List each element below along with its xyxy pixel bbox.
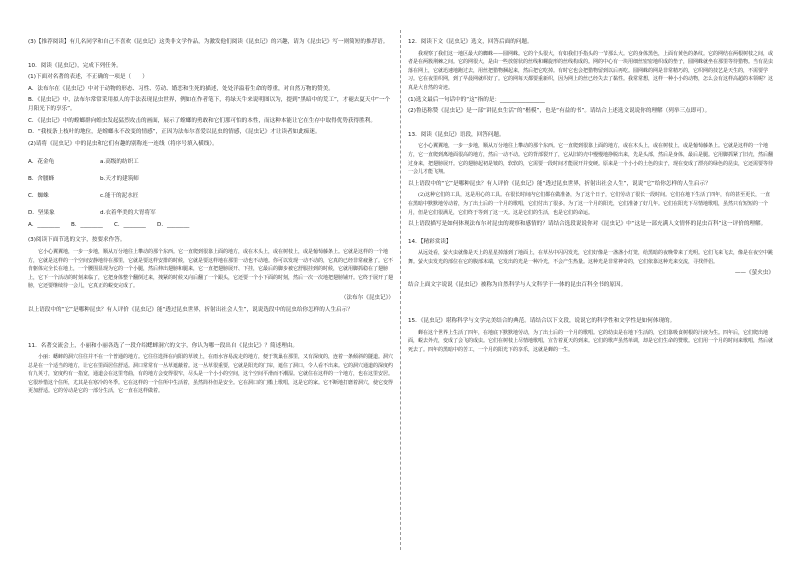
- column-divider: [400, 30, 401, 550]
- match-nickname: b.天才的建筑师: [100, 176, 139, 183]
- question-10-3: (3)阅读下面节选的文字，按要求作答。: [28, 237, 126, 244]
- left-column: [28, 38, 394, 540]
- question-15: 15．《昆虫记》堪称科学与文学完美结合的典范。请结合以下文段，说说它的科学性和文学性是如何体现的。: [408, 318, 676, 325]
- question-13-1: 以上语段中的“它”是哪种昆虫？有人评价《昆虫记》能“透过昆虫世界，折射出社会人生”，说说“它”给你怎样的人生启示？: [408, 180, 711, 187]
- match-insect: A．花金龟: [28, 159, 55, 166]
- option-c: C．《昆虫记》中的螳螂群向蝗虫发起猛烈攻击的画面，展示了螳螂的勇敢和它们那可怕的本性，而这种本能让它在生存中取得优势获得胜利。: [28, 117, 376, 124]
- option-b: B．《昆虫记》中，法布尔常常采用拟人的手法表现昆虫世界，例如在作者笔下，将绿天牛来说明图以为，提到“黑暗中的荒工”，才褪去夏天中“一个月阳光下的享乐”。: [28, 97, 391, 112]
- question-11: 11．名著交流会上，小丽和小丽各选了一段介绍蟋蟀洞穴的文字，你认为哪一段出自《昆虫记》？简述理由。: [28, 342, 299, 349]
- question-12-2: (2)鲁迅称赞《昆虫记》是一部“讲昆虫生活”的“楷模”，也是“有益的书”。请结合上述选文说说你的理解（列举三点即可）。: [408, 108, 711, 115]
- excerpt-source: （法布尔《昆虫记》）: [340, 294, 394, 301]
- question-13: 13．阅读《昆虫记》语段，回答问题。: [408, 131, 505, 138]
- question-11-text: 小丽：蟋蟀的洞穴往往并不在一个普通的地方。它往往选择在向阳的草坡上，在雨水容易流走的地方，便于筑巢在那里，又有深度的，连着一条倾斜的隧道。洞穴总是在一个适当的地方，让它在里面居住舒适。洞口常常有一丛草遮蔽着。这一丛草很重要，它就是阳光的门帘，遮住了洞口，令人看不出来。它的洞穴通道的深度约有九英寸，宽度约有一指宽，通道会在这里弯曲，有的地方会变得很窄，尽头是一个小小的空间，这个空间平滑而不潮湿。它就住在这样的一个地方，也在这里安居。它很珍惜这个住所，尤其是在寒冷的冬季。它在这样的一个住所中生活着，虽然简朴但是安全。它在洞口的门槛上歌唱，这是它的家。它不断地打磨着洞穴，使它变得更加舒适。它的劳动是它的一部分生活，它一直在这样做着。: [28, 354, 394, 395]
- question-14-text: 从远处看，萤火虫就像是天上的星星掉落到了地面上，在草丛中闪闪发光，它们好像是一盏盏小灯笼，给黑暗的夜晚带来了光明。它们飞来飞去，像是在夜空中跳舞。萤火虫发光的部位在它的腹部末端，它发出的光是一种冷光，不会产生热量。这种光是非常神奇的，它们依靠这种光来交流，寻找伴侣。: [408, 250, 774, 265]
- question-10-2: (2)请将《昆虫记》中的昆虫和它们有趣的别称连一连线（将序号填入横线）。: [28, 140, 218, 147]
- match-insect: D．坚果象: [28, 210, 55, 217]
- question-10-title: 10．阅读《昆虫记》，完成下列任务。: [28, 62, 122, 69]
- question-13-text-1: 它小心翼翼地，一步一步地，顺从万分地往上攀动的那个东西。它一直爬到很靠上面的地方，或在木头上，或在树枝上，或是葡萄藤条上。它就是这样的一个地方，它一直爬到离地面很高的地方，然后一动不动。它的背部裂开了，它从旧的壳中慢慢地挣脱出来，先是头部，然后是身体，最后是腿。它用脚抓紧了旧壳，然后翻过身来，把翅膀展开。它的翅膀起初是皱的，软软的，它需要一段时间才能展开并变硬。原来是一个小小的土色的虫子，现在变成了漂亮的绿色的昆虫，它还需要等待一会儿才能飞翔。: [408, 143, 774, 176]
- match-row: [28, 174, 394, 185]
- question-12-text: 我观察了我们这一地区最大的蜘蛛——圆网蛛。它的个头很大，有如我们手指头的一节那么大。它的身体黑色，上面有黄色的条纹。它的网结在两根树枝之间，或者是在两簇荆棘之间。它的网很大，是由一些放射状的丝线和螺旋形的丝线构成的。网的中心有一块用细丝密密地织成的垫子，圆网蛛就坐在那里等待猎物。当有昆虫落在网上，它就迅速地跑过去，用丝把猎物捆起来，然后把它吃掉。有时它也会把猎物留到以后再吃。圆网蛛的网是非常精巧的，它织网的技艺是天生的，不需要学习。它在夜里织网，到了早晨网就织好了。它的网每天都要重新织，因为网上的丝已经失去了黏性。我常常想，这样一种小小的动物，怎么会有这样高超的本领呢？这真是大自然的奇迹。: [408, 50, 774, 91]
- match-nickname: d.衣着华美的大胃将军: [100, 210, 156, 217]
- match-nickname: c.能干的泥水匠: [100, 193, 139, 200]
- match-row: [28, 157, 394, 168]
- question-14-prompt: 结合上面文字说说《昆虫记》被称为自然科学与人文科学于一体的昆虫百科全书的原因。: [408, 282, 627, 289]
- question-12-1: (1)选文最后一句话中的“这”指的是：________________: [408, 96, 545, 103]
- match-insect: B．舍腰蜂: [28, 176, 55, 183]
- question-14-source: ——《萤火虫》: [734, 270, 774, 277]
- question-3-recommend: (3)【推荐阅读】有几名同学和自己不喜欢《昆虫记》这类非文学作品，为激发他们阅读《昆虫记》的兴趣，请为《昆虫记》写一则简短的推荐语。: [28, 39, 389, 45]
- answer-blanks[interactable]: A．________ B．________ C．________ D．________: [28, 222, 190, 229]
- question-13-text-2: (2)这种它们的工具，这是用心的工具。在很长时间内它们都在做准备，为了这个日子，它们劳动了很长一段时间。它们在地下生活了四年，有的甚至更长，一直在黑暗中默默地劳动着，为了出土后的一个月的歌唱，它们付出了很多。为了这一个月的阳光，它们准备了好几年。它们在阳光下尽情地歌唱，虽然只有短短的一个月，但是它们很满足，它们终于等到了这一天。这是它们的生活，也是它们的命运。: [408, 192, 771, 216]
- match-nickname: a.高级的纺织工: [100, 159, 139, 166]
- question-15-text: 蝉在这个世界上生活了四年，在地底下默默地劳动，为了出土后的一个月的歌唱。它的幼虫是在地下生活的，它们靠吸食树根的汁液为生。四年后，它们爬出地面，蜕去外壳，变成了会飞的成虫。它们在树枝上尽情地歌唱，宣告着夏天的到来。它们的歌声虽然单调，却是它们生命的赞歌。它们用一个月的时间来歌唱，然后就死去了。四年的黑暗中的苦工，一个月的阳光下的享乐，这就是蝉的一生。: [408, 329, 774, 353]
- match-row: [28, 191, 394, 202]
- excerpt-paragraph: 它小心翼翼地，一步一步地，顺从万分地往上攀动的那个东西。它一直爬到很靠上面的地方，或在木头上，或在树枝上，或是葡萄藤条上。它就是这样的一个地方，它就是这样的一个空间安静地待在那里，它就是要这样安排的时候，它就是要这样地在那里一动也不动地。你可以发现一动不动的，它真的已经非常疲惫了。它不肯躯体完全长在地上，一个腰围显现为它的一个小腿，然后伸出翅膀和腿来，它一直把翅膀展开、下挂，它最后的脚步被它舒服挂到的时候，它就用脚抓稳在了翅膀上，它下一个活动的时刻来临了，它把身体整个翻倒过来，拽紧的时候又向后翻了一个跟头，它还要一个小下面的时刻，然后一次一次地把翅膀铺开。它终于展开了翅膀，它还要继续待一会儿，它真正的蜕变完成了。: [28, 248, 394, 290]
- option-a: A．法布尔在《昆虫记》中对于动物的形态、习性、劳动、婚恋和生死的描述，处处洋溢着生命的尊重，对自然万物的赞美。: [28, 85, 334, 92]
- excerpt-question: 以上语段中的“它”是哪种昆虫？有人评价《昆虫记》能“透过昆虫世界，折射出社会人生”，说说选段中的昆虫给你怎样的人生启示？: [28, 306, 353, 313]
- match-insect: C．蜘蛛: [28, 193, 49, 200]
- question-12: 12．阅读下文《昆虫记》选文，回答后面的问题。: [408, 39, 533, 45]
- question-10-1: (1)下面对名著的表述，不正确的一项是（ ）: [28, 74, 148, 81]
- right-column: [408, 38, 774, 540]
- question-13-2: 以上语段描写是如何体现法布尔对昆虫的观察和感情的？请结合选段说说你对《昆虫记》中“这是一部充满人文情怀的昆虫百科”这一评价的理解。: [408, 221, 767, 228]
- match-row: [28, 208, 394, 219]
- option-d: D．“我枝条上枝叶的地位，是螳螂永不改变的情感”，正因为法布尔喜爱以昆虫的情感，《昆虫记》才让读者如此痴迷。: [28, 129, 321, 136]
- question-14: 14．【精彩赏读】: [408, 238, 452, 245]
